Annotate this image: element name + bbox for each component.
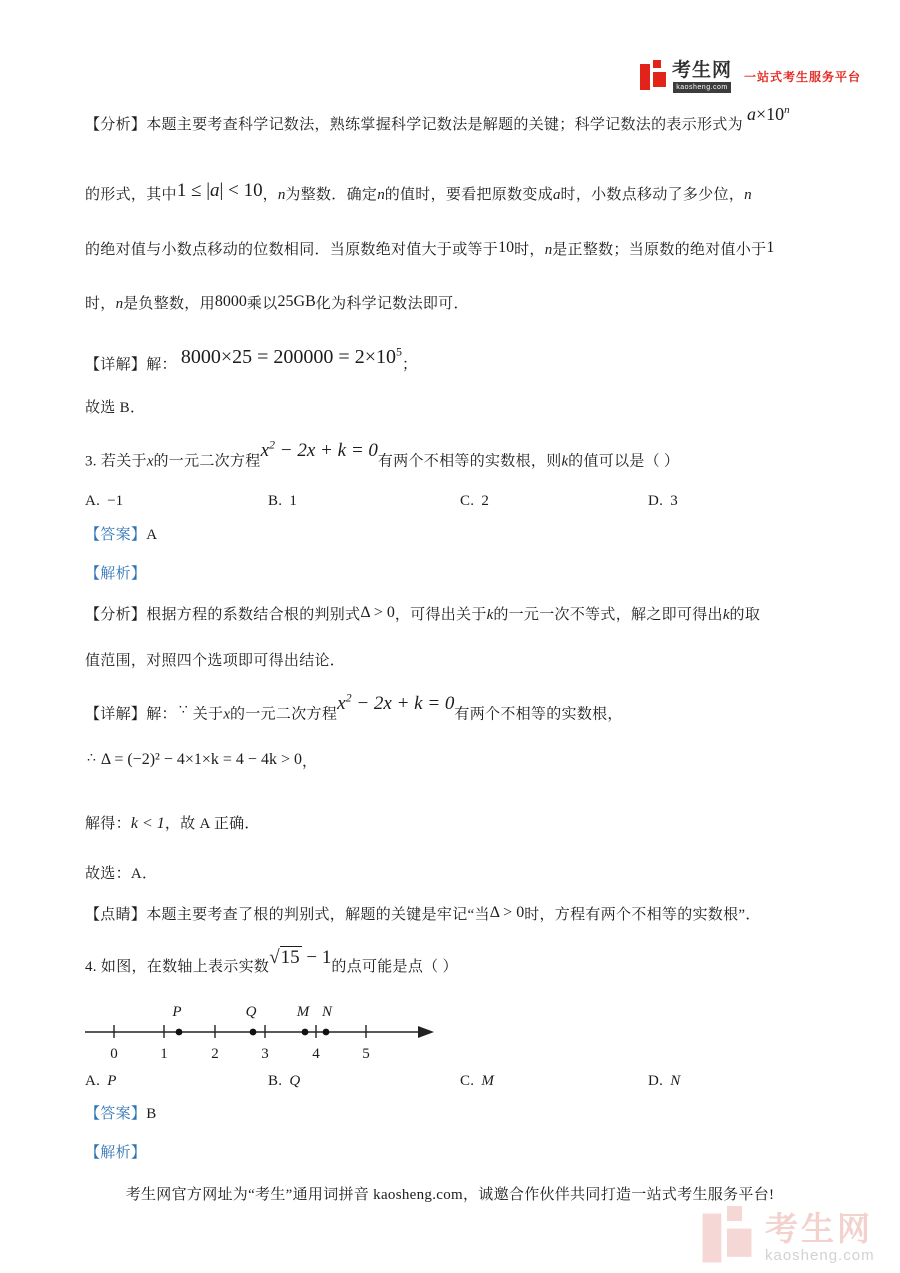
- formula-delta-calc: Δ = (−2)² − 4×1×k = 4 − 4k > 0: [100, 751, 302, 768]
- choice-b: [268, 490, 297, 513]
- answer-value: B: [146, 1106, 157, 1122]
- text: 的值可以是（ ）: [568, 453, 680, 470]
- var-x: x: [383, 693, 392, 715]
- choice-val: −1: [107, 493, 124, 509]
- point-P-dot: [176, 1029, 183, 1036]
- point-Q-dot: [250, 1029, 257, 1036]
- q3-delta-calc: [85, 750, 317, 774]
- jiexi-label: 【解析】: [85, 566, 147, 582]
- formula-delta-gt0: Δ > 0: [489, 904, 525, 921]
- detail-label: 【详解】: [85, 357, 147, 373]
- calc-sup: 5: [396, 344, 402, 359]
- text: 的绝对值与小数点移动的位数相同．当原数绝对值大于或等于: [85, 242, 499, 258]
- choice-c: [460, 1070, 494, 1093]
- axis-arrow: [418, 1026, 434, 1038]
- var-a: a: [210, 180, 220, 201]
- seg: +: [315, 440, 338, 462]
- q4-analysis-header: [85, 1142, 146, 1165]
- tick-label-3: 3: [261, 1046, 269, 1062]
- choice-b: [268, 1070, 300, 1093]
- formula-8000x25: [181, 346, 402, 368]
- sup-n: n: [784, 104, 790, 116]
- answer-label: 【答案】: [85, 1106, 147, 1122]
- minus-one: − 1: [301, 947, 332, 968]
- point-M-dot: [302, 1029, 309, 1036]
- q3-choices: [85, 490, 820, 512]
- point-N-dot: [323, 1029, 330, 1036]
- var-x: x: [337, 693, 346, 715]
- q3-analysis-header: [85, 563, 146, 586]
- text: 故选：A．: [85, 866, 158, 882]
- text: 解得：: [85, 816, 131, 832]
- text: 解：: [146, 706, 177, 723]
- ineq-left: 1 ≤ |: [176, 180, 211, 201]
- analysis-text: 本题主要考查科学记数法，熟练掌握科学记数法是解题的关键；科学记数法的表示形式为: [146, 117, 743, 133]
- tick-label-2: 2: [211, 1046, 219, 1062]
- text: 是负整数，用: [123, 296, 215, 312]
- text: ；: [402, 357, 418, 373]
- question-number: 3. 若关于: [85, 453, 147, 470]
- ineq-right: | < 10: [219, 180, 263, 201]
- text: 关于: [192, 706, 224, 723]
- text: 有两个不相等的实数根，则: [377, 453, 562, 470]
- kaosheng-blocks-icon-watermark: [698, 1206, 756, 1270]
- text: ，: [262, 187, 278, 203]
- var-n: n: [377, 187, 385, 203]
- num-1: 1: [766, 239, 775, 256]
- var-x: x: [260, 440, 270, 462]
- q2-analysis-line2: [85, 180, 752, 209]
- choice-val: Q: [289, 1073, 301, 1089]
- number-line-figure: [85, 1002, 437, 1064]
- sup-2: 2: [269, 438, 276, 452]
- choice-val: 1: [289, 493, 297, 509]
- text: 的一元二次方程: [230, 706, 338, 723]
- point-Q-label: Q: [245, 1004, 257, 1020]
- choice-key: A.: [85, 1073, 101, 1089]
- q2-conclusion: [85, 397, 145, 420]
- brand-domain: kaosheng.com: [673, 82, 731, 93]
- watermark-brand: 考生网: [765, 1209, 873, 1248]
- q2-analysis-line4: [85, 292, 469, 316]
- seg: +: [391, 693, 415, 715]
- text: 化为科学记数法即可．: [315, 296, 469, 312]
- text: 的一元一次不等式，解之即可得出: [493, 607, 723, 623]
- footer-slogan: 考生网官方网址为“考生”通用词拼音 kaosheng.com，诚邀合作伙伴共同打造一站式考生服务平台!: [125, 1187, 775, 1203]
- var-a: a: [553, 187, 561, 203]
- q3-analysis-line1: [85, 603, 760, 627]
- q3-analysis-line2: [85, 650, 345, 673]
- formula-delta-gt0: Δ > 0: [360, 604, 395, 621]
- seg: = 0: [346, 440, 378, 462]
- radicand: 15: [280, 947, 300, 968]
- tick-label-1: 1: [160, 1046, 168, 1062]
- choice-c: [460, 490, 489, 513]
- text: 的点可能是点（ ）: [331, 959, 458, 975]
- q2-analysis-line3: [85, 238, 774, 262]
- formula-a-times-10n: [747, 104, 790, 124]
- text: 时，方程有两个不相等的实数根”．: [524, 907, 761, 923]
- point-N-label: N: [321, 1004, 333, 1020]
- text: 时，小数点移动了多少位，: [560, 187, 745, 203]
- answer-label: 【答案】: [85, 527, 147, 543]
- text: 故选 B．: [85, 400, 146, 416]
- kaosheng-blocks-icon: [640, 60, 666, 94]
- text: ，可得出关于: [394, 607, 487, 623]
- var-a: a: [746, 104, 756, 124]
- choice-val: 3: [670, 493, 678, 509]
- var-n: n: [744, 187, 752, 203]
- text: ，: [301, 754, 318, 770]
- text: 时，: [514, 242, 545, 258]
- q3-conclusion: [85, 863, 157, 886]
- tick-label-0: 0: [110, 1046, 118, 1062]
- var-k: k: [561, 453, 569, 470]
- q3-detail-line: [85, 691, 623, 728]
- var-x: x: [146, 453, 154, 470]
- choice-a: [85, 490, 123, 513]
- choice-key: B.: [268, 1073, 283, 1089]
- detail-label: 【详解】: [85, 706, 147, 723]
- calc-base: 8000×25 = 200000 = 2×10: [180, 346, 396, 368]
- because-symbol: ∵: [178, 703, 188, 719]
- text: 解：: [146, 357, 177, 373]
- choice-d: [648, 1070, 680, 1093]
- analysis-label: 【分析】: [85, 607, 147, 623]
- text: 是正整数；当原数的绝对值小于: [552, 242, 767, 258]
- text: ，故 A 正确．: [164, 816, 260, 832]
- q3-stem: [85, 438, 680, 475]
- text: 的一元二次方程: [153, 453, 261, 470]
- num-10: 10: [498, 239, 515, 256]
- sup-2: 2: [345, 691, 352, 705]
- var-k: k: [722, 607, 730, 623]
- formula-quadratic: [261, 440, 378, 461]
- var-n: n: [277, 187, 286, 203]
- jiexi-label: 【解析】: [85, 1145, 147, 1161]
- q4-choices: [85, 1070, 820, 1092]
- formula-1-le-abs-a-lt-10: [177, 180, 263, 201]
- choice-key: B.: [268, 493, 283, 509]
- seg: = 0: [422, 693, 455, 715]
- var-k: k: [337, 440, 347, 462]
- var-x: x: [306, 440, 316, 462]
- choice-key: A.: [85, 493, 101, 509]
- text: 有两个不相等的实数根，: [454, 706, 623, 723]
- watermark-text-block: [765, 1209, 875, 1264]
- site-logo: [640, 60, 861, 94]
- choice-d: [648, 490, 678, 513]
- q2-detail-line: [85, 344, 418, 378]
- brand-tagline: 一站式考生服务平台: [744, 70, 862, 84]
- q2-analysis-line1: [85, 104, 790, 137]
- num-25gb: 25GB: [277, 293, 316, 310]
- choice-key: D.: [648, 1073, 664, 1089]
- text: 根据方程的系数结合根的判别式: [146, 607, 361, 623]
- text: 值范围，对照四个选项即可得出结论．: [85, 653, 346, 669]
- formula-quadratic: [337, 693, 454, 714]
- seg: − 2: [275, 440, 307, 462]
- answer-value: A: [146, 527, 158, 543]
- q4-answer: [85, 1103, 157, 1126]
- var-k: k: [486, 607, 494, 623]
- choice-key: C.: [460, 1073, 475, 1089]
- q3-note-line: [85, 903, 761, 927]
- choice-a: [85, 1070, 116, 1093]
- point-P-label: P: [172, 1004, 182, 1020]
- text: 的取: [729, 607, 761, 623]
- times-10: ×10: [755, 104, 785, 124]
- text: 的值时，要看把原数变成: [384, 187, 554, 203]
- tick-label-5: 5: [362, 1046, 370, 1062]
- choice-key: C.: [460, 493, 475, 509]
- var-k: k: [414, 693, 423, 715]
- choice-val: N: [670, 1073, 681, 1089]
- logo-text-block: [672, 60, 732, 93]
- choice-val: 2: [481, 493, 489, 509]
- therefore-symbol: ∴: [87, 751, 96, 766]
- radical-sign: √: [269, 947, 280, 968]
- var-n: n: [115, 296, 124, 312]
- formula-k-lt-1: k < 1: [130, 815, 165, 832]
- text: 本题主要考查了根的判别式，解题的关键是牢记“当: [146, 907, 490, 923]
- watermark-domain: kaosheng.com: [765, 1247, 875, 1264]
- tick-label-4: 4: [312, 1046, 320, 1062]
- text: 为整数．确定: [285, 187, 378, 203]
- text: 的形式，其中: [85, 187, 177, 203]
- num-8000: 8000: [214, 293, 247, 310]
- q3-answer: [85, 524, 157, 547]
- var-x: x: [223, 706, 231, 723]
- point-M-label: M: [296, 1004, 310, 1020]
- brand-name: 考生网: [672, 59, 733, 81]
- seg: − 2: [351, 693, 384, 715]
- watermark-logo: [698, 1206, 875, 1270]
- formula-sqrt15-minus-1: [269, 947, 331, 968]
- question-number: 4. 如图，在数轴上表示实数: [85, 959, 270, 975]
- choice-val: M: [481, 1073, 494, 1089]
- var-n: n: [544, 242, 553, 258]
- text: 乘以: [246, 296, 278, 312]
- choice-key: D.: [648, 493, 664, 509]
- q4-stem: [85, 947, 458, 981]
- q3-solve-line: [85, 812, 260, 836]
- choice-val: P: [107, 1073, 117, 1089]
- note-label: 【点睛】: [85, 907, 147, 923]
- analysis-label: 【分析】: [85, 117, 147, 133]
- text: 时，: [85, 296, 116, 312]
